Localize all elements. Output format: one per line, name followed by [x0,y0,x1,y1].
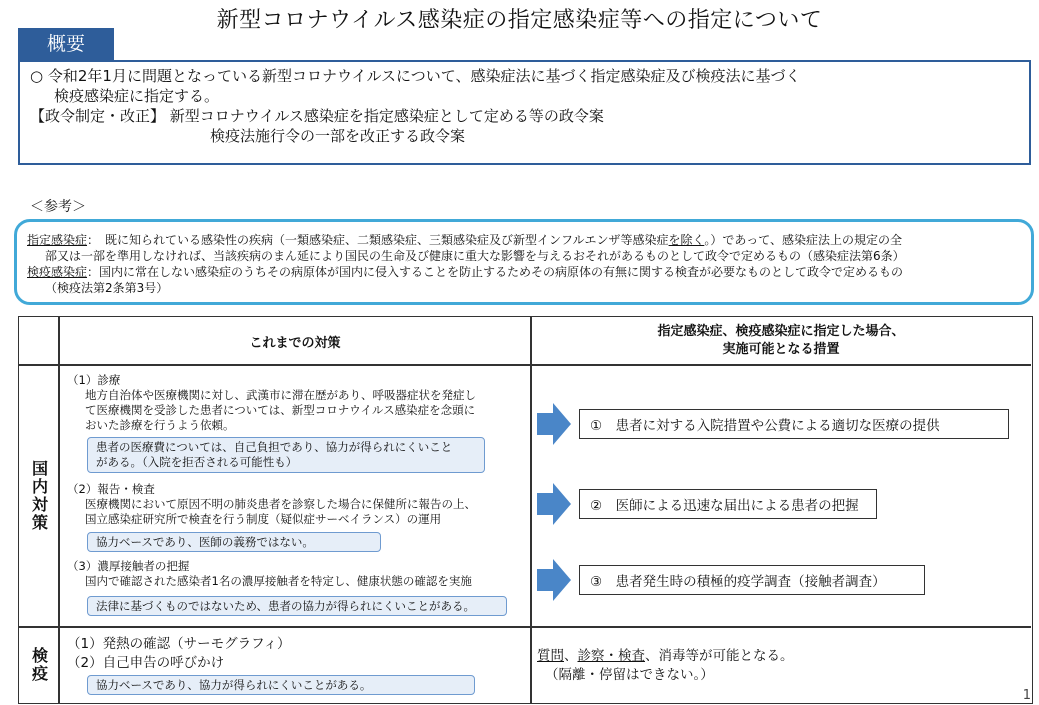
section-3-line-1: 国内で確認された感染者1名の濃厚接触者を特定し、健康状態の確認を実施 [85,574,472,588]
ref-shitei-text-a: ： 既に知られている感染性の疾病（一類感染症、二類感染症、三類感染症及び新型インフルエンザ等感染症 [87,233,669,247]
ref-kenneki-line-1 [27,264,1023,280]
measure-3-box: ③ 患者発生時の積極的疫学調査（接触者調査） [579,565,925,595]
quarantine-note: 協力ベースであり、協力が得られにくいことがある。 [87,675,475,695]
quarantine-measure-question: 質問 [537,648,564,664]
section-3-title: （3）濃厚接触者の把握 [67,559,190,573]
quarantine-item-1: （1）発熱の確認（サーモグラフィ） [67,636,291,652]
section-1-title: （1）診療 [67,373,121,387]
row-label-quarantine [19,627,59,703]
section-1-line-2: て医療機関を受診した患者については、新型コロナウイルス感染症を念頭に [85,403,476,417]
section-1-note-line-1: 患者の医療費については、自己負担であり、協力が得られにくいこと [96,440,453,454]
right-arrow-icon [537,403,571,445]
ref-kenneki-line-2: （検疫法第2条第3号） [45,281,169,295]
header-new-measures-line-2: 実施可能となる措置 [722,342,840,357]
measure-1-box: ① 患者に対する入院措置や公費による適切な医療の提供 [579,409,1009,439]
ref-shitei-underline: を除く [668,233,705,247]
overview-line-4: 検疫法施行令の一部を改正する政令案 [210,127,466,145]
ref-kenneki-term: 検疫感染症 [27,265,88,279]
overview-line-1: ○ 令和2年1月に問題となっている新型コロナウイルスについて、感染症法に基づく指定感染症及び検疫法に基づく [30,67,801,85]
header-previous-measures: これまでの対策 [249,335,341,351]
quarantine-measure-separator: 、 [564,648,578,664]
row-label-quarantine-text: 検疫 [29,647,49,683]
section-3-note: 法律に基づくものではないため、患者の協力が得られにくいことがある。 [87,596,507,616]
section-1-note [87,437,485,473]
ref-kenneki-text: ：国内に常在しない感染症のうちその病原体が国内に侵入することを防止するためその病原体の有無に関する検査が必要なものとして政令で定めるもの [87,265,904,279]
ref-shitei-line-1 [27,232,1023,248]
quarantine-measure-line-1 [537,647,794,665]
ref-shitei-line-2: 部又は一部を準用しなければ、当該疾病のまん延により国民の生命及び健康に重大な影響を与えるおそれがあるものとして政令で定めるもの（感染症法第6条） [45,249,905,263]
ref-shitei-text-b: 。）であって、感染症法上の規定の全 [704,233,902,247]
right-arrow-icon [537,483,571,525]
section-2-note: 協力ベースであり、医師の義務ではない。 [87,532,381,552]
table-divider [530,317,532,703]
section-1-note-line-2: がある。（入院を拒否される可能性も） [96,455,298,469]
quarantine-measure-line-2: （隔離・停留はできない。） [545,667,714,683]
overview-line-2: 検疫感染症に指定する。 [54,87,220,105]
page-title: 新型コロナウイルス感染症の指定感染症等への指定について [216,8,823,33]
quarantine-item-2: （2）自己申告の呼びかけ [67,655,225,671]
reference-label: ＜参考＞ [30,199,86,215]
reference-box [14,219,1034,305]
quarantine-measure-rest: 、消毒等が可能となる。 [645,648,794,664]
table-divider [19,626,1031,628]
page-number: 1 [1022,688,1031,703]
section-1-line-1: 地方自治体や医療機関に対し、武漢市に滞在歴があり、呼吸器症状を発症し [85,388,476,402]
row-label-domestic-text: 国内対策 [29,460,49,532]
header-new-measures [531,317,1031,365]
section-2-line-1: 医療機関において原因不明の肺炎患者を診察した場合に保健所に報告の上、 [85,497,476,511]
overview-line-3: 【政令制定・改正】 新型コロナウイルス感染症を指定感染症として定める等の政令案 [30,107,604,125]
section-1-line-3: おいた診療を行うよう依頼。 [85,418,235,432]
measures-table [18,316,1033,704]
section-2-line-2: 国立感染症研究所で検査を行う制度（疑似症サーベイランス）の運用 [85,512,442,526]
ref-shitei-term: 指定感染症 [27,233,88,247]
quarantine-measure-exam: 診察・検査 [577,648,645,664]
overview-tab-label: 概要 [18,28,114,60]
overview-box [18,60,1031,165]
header-new-measures-line-1: 指定感染症、検疫感染症に指定した場合、 [657,324,905,339]
section-2-title: （2）報告・検査 [67,482,155,496]
row-label-domestic [19,365,59,627]
measure-2-box: ② 医師による迅速な届出による患者の把握 [579,489,877,519]
right-arrow-icon [537,559,571,601]
